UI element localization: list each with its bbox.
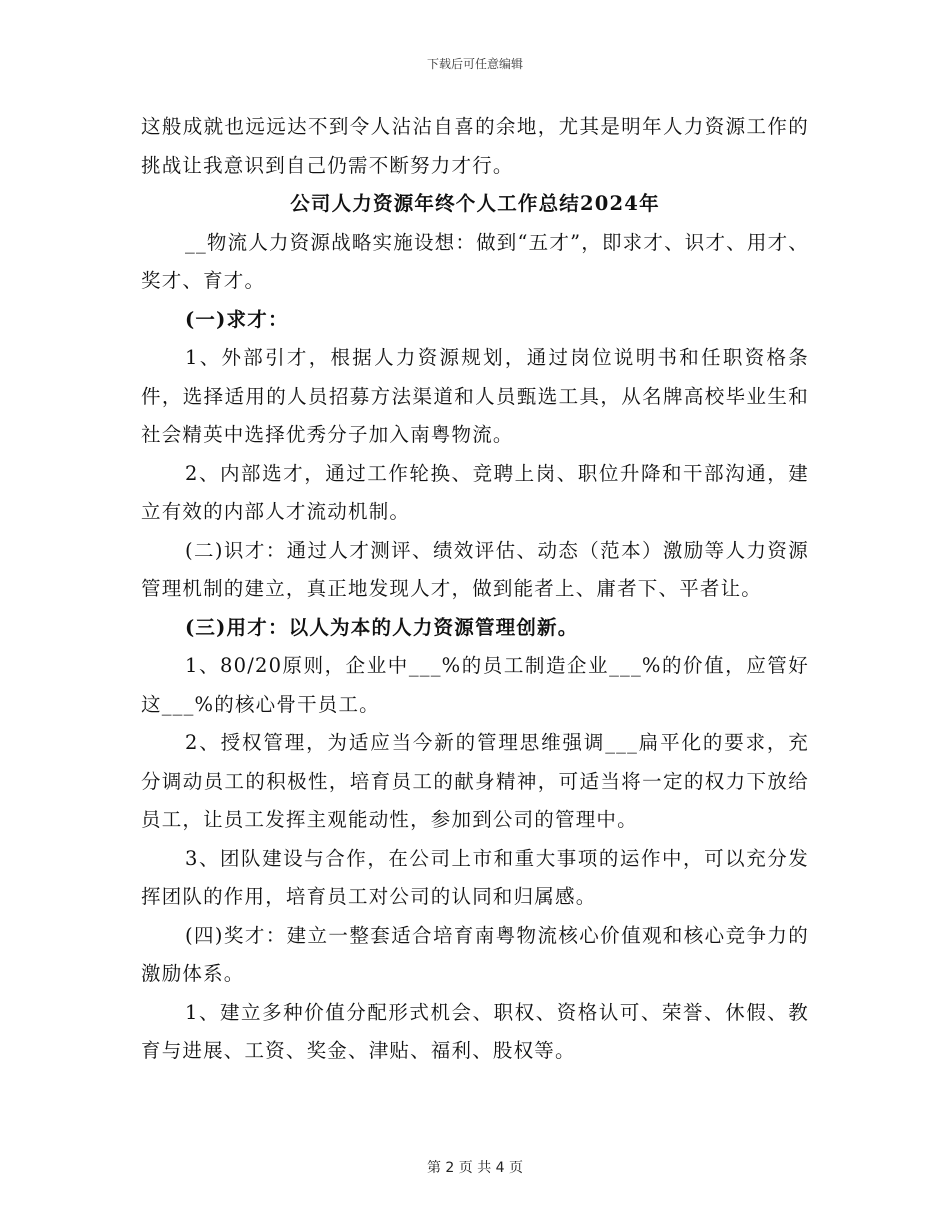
paragraph-shicai: (二)识才：通过人才测评、绩效评估、动态（范本）激励等人力资源管理机制的建立，真正地发现人才，做到能者上、庸者下、平者让。 xyxy=(141,538,809,600)
paragraph-external-recruitment: 1、外部引才，根据人力资源规划，通过岗位说明书和任职资格条件，选择适用的人员招募方法渠道和人员甄选工具，从名牌高校毕业生和社会精英中选择优秀分子加入南粤物流。 xyxy=(141,346,809,446)
document-title: 公司人力资源年终个人工作总结2024年 xyxy=(290,192,660,215)
paragraph-jiangcai: (四)奖才：建立一整套适合培育南粤物流核心价值观和核心竞争力的激励体系。 xyxy=(141,923,809,985)
paragraph-strategy-intro: __物流人力资源战略实施设想：做到“五才”，即求才、识才、用才、奖才、育才。 xyxy=(141,230,809,292)
paragraph-value-distribution: 1、建立多种价值分配形式机会、职权、资格认可、荣誉、休假、教育与进展、工资、奖金、津贴、福利、股权等。 xyxy=(141,1000,809,1062)
section-heading-qiucai: (一)求才： xyxy=(185,307,289,331)
section-heading-yongcai: (三)用才：以人为本的人力资源管理创新。 xyxy=(185,615,579,639)
page-header: 下载后可任意编辑 xyxy=(426,57,523,71)
paragraph-continuation: 这般成就也远远达不到令人沾沾自喜的余地，尤其是明年人力资源工作的挑战让我意识到自己仍需不断努力才行。 xyxy=(141,115,809,177)
paragraph-delegation: 2、授权管理，为适应当今新的管理思维强调___扁平化的要求，充分调动员工的积极性，培育员工的献身精神，可适当将一定的权力下放给员工，让员工发挥主观能动性，参加到公司的管理中。 xyxy=(141,731,809,831)
paragraph-80-20-rule: 1、80/20原则，企业中___%的员工制造企业___%的价值，应管好这___%的核心骨干员工。 xyxy=(141,654,809,716)
paragraph-teamwork: 3、团队建设与合作，在公司上市和重大事项的运作中，可以充分发挥团队的作用，培育员工对公司的认同和归属感。 xyxy=(141,846,809,908)
paragraph-internal-selection: 2、内部选才，通过工作轮换、竞聘上岗、职位升降和干部沟通，建立有效的内部人才流动机制。 xyxy=(141,461,809,523)
page-number: 第 2 页 共 4 页 xyxy=(426,1160,524,1176)
document-body xyxy=(141,108,809,1071)
